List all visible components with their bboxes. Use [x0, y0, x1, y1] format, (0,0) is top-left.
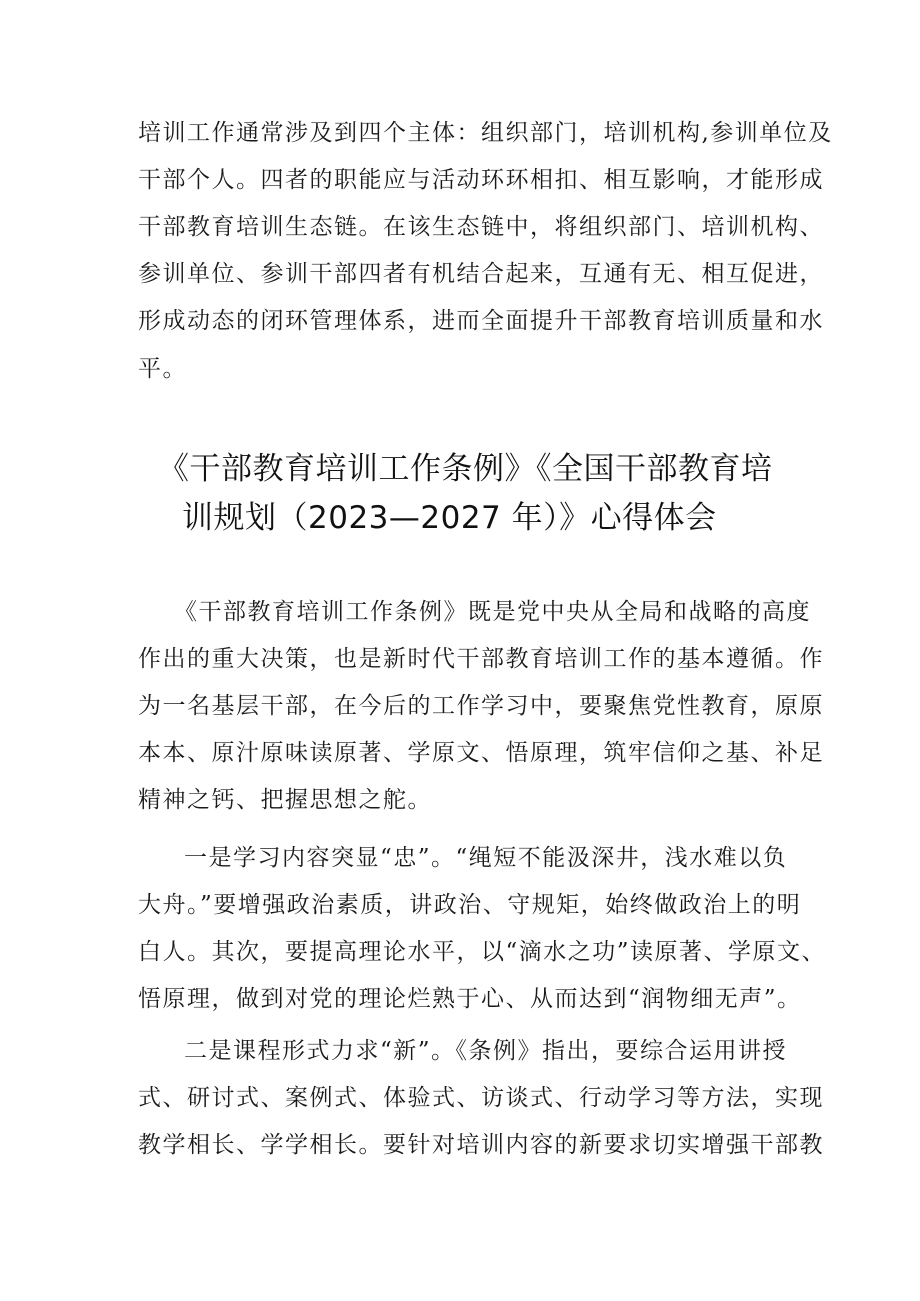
- text-line: 参训单位、参训干部四者有机结合起来，互通有无、相互促进，: [138, 261, 824, 287]
- text-line: 式、研讨式、案例式、体验式、访谈式、行动学习等方法，实现: [138, 1085, 824, 1111]
- title-line: 训规划（2023—2027 年）》心得体会: [182, 500, 717, 536]
- text-line: 作出的重大决策，也是新时代干部教育培训工作的基本遵循。作: [138, 646, 824, 672]
- title-line: 《干部教育培训工作条例》《全国干部教育培: [158, 451, 773, 487]
- text-line: 本本、原汁原味读原著、学原文、悟原理，筑牢信仰之基、补足: [138, 740, 824, 766]
- text-line: 悟原理，做到对党的理论烂熟于心、从而达到“润物细无声”。: [138, 986, 802, 1012]
- text-line: 平。: [138, 356, 187, 382]
- text-line: 《干部教育培训工作条例》既是党中央从全局和战略的高度: [174, 599, 811, 625]
- text-line: 形成动态的闭环管理体系，进而全面提升干部教育培训质量和水: [138, 308, 824, 334]
- text-line: 大舟。”要增强政治素质，讲政治、守规矩，始终做政治上的明: [138, 892, 802, 918]
- text-line: 白人。其次，要提高理论水平，以“滴水之功”读原著、学原文、: [138, 939, 827, 965]
- text-line: 一是学习内容突显“忠”。“绳短不能汲深井，浅水难以负: [184, 845, 788, 871]
- text-line: 干部教育培训生态链。在该生态链中，将组织部门、培训机构、: [138, 214, 824, 240]
- text-line: 干部个人。四者的职能应与活动环环相扣、相互影响，才能形成: [138, 167, 824, 193]
- text-line: 精神之钙、把握思想之舵。: [138, 787, 432, 813]
- text-line: 二是课程形式力求“新”。《条例》指出，要综合运用讲授: [184, 1038, 788, 1064]
- text-line: 教学相长、学学相长。要针对培训内容的新要求切实增强干部教: [138, 1132, 824, 1158]
- text-line: 为一名基层干部，在今后的工作学习中，要聚焦党性教育，原原: [138, 693, 824, 719]
- text-line: 培训工作通常涉及到四个主体：组织部门，培训机构,参训单位及: [138, 120, 833, 146]
